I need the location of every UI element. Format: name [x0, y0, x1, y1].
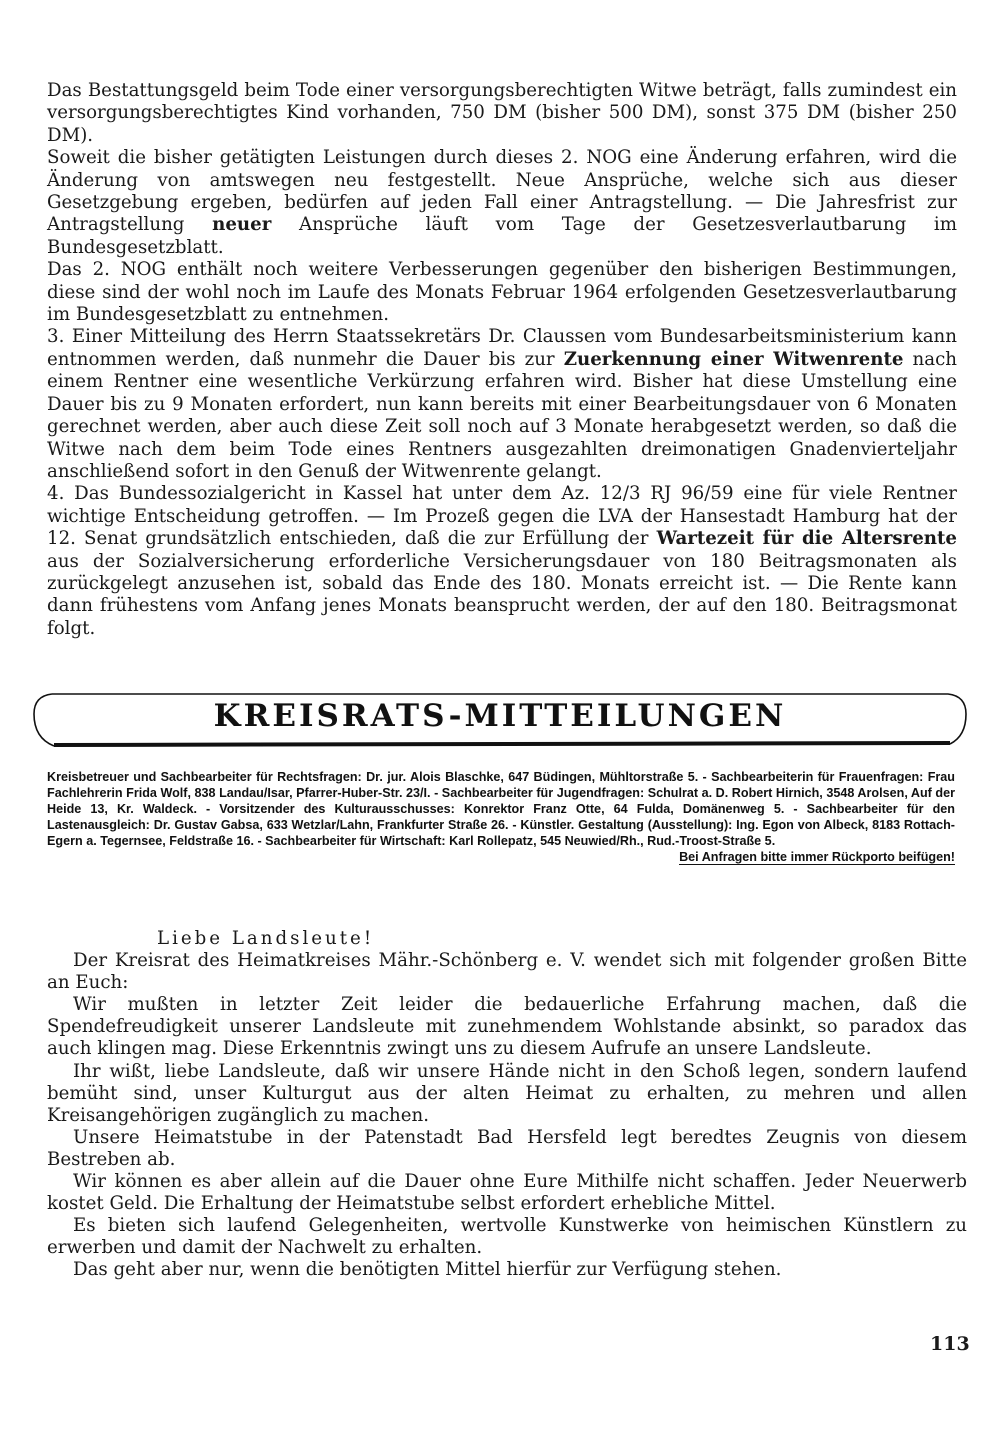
- page-number: 113: [930, 1333, 970, 1355]
- contact-list: [47, 770, 955, 865]
- section-banner: [30, 690, 970, 752]
- paragraph: Wir können es aber allein auf die Dauer ohne Eure Mithilfe nicht schaffen. Jeder Neuerwerb kostet Geld. Die Erhaltung der Heimatstube selbst erfordert erhebliche Mittel.: [47, 1171, 967, 1215]
- paragraph: Der Kreisrat des Heimatkreises Mähr.-Schönberg e. V. wendet sich mit folgender großen Bitte an Euch:: [47, 950, 967, 994]
- paragraph: 3. Einer Mitteilung des Herrn Staatssekretärs Dr. Claussen vom Bundesarbeitsministerium kann entnommen werden, daß nunmehr die Dauer bis zur Zuerkennung einer Witwenrente nach einem Rentner eine wesentliche Verkürzung erfahren wird. Bisher hat diese Umstellung eine Dauer bis zu 9 Monaten erfordert, nun kann bereits mit einer Bearbeitungsdauer von 6 Monaten gerechnet werden, aber auch diese Zeit soll noch auf 3 Monate herabgesetzt werden, so daß die Witwe nach dem beim Tode eines Rentners ausgezahlten dreimonatigen Gnadenvierteljahr anschließend sofort in den Genuß der Witwenrente gelangt.: [47, 326, 957, 482]
- paragraph: Das geht aber nur, wenn die benötigten Mittel hierfür zur Verfügung stehen.: [73, 1259, 782, 1281]
- paragraph: Wir mußten in letzter Zeit leider die bedauerliche Erfahrung machen, daß die Spendefreudigkeit unserer Landsleute mit zunehmendem Wohlstande absinkt, so paradox das auch klingen mag. Diese Erkenntnis zwingt uns zu diesem Aufrufe an unsere Landsleute.: [47, 994, 967, 1060]
- paragraph: Das Bestattungsgeld beim Tode einer versorgungsberechtigten Witwe beträgt, falls zumindest ein versorgungsberechtigtes Kind vorhanden, 750 DM (bisher 500 DM), sonst 375 DM (bisher 250 DM).: [47, 80, 957, 146]
- paragraph: Es bieten sich laufend Gelegenheiten, wertvolle Kunstwerke von heimischen Künstlern zu erwerben und damit der Nachwelt zu erhalten.: [47, 1215, 967, 1259]
- article-continuation: [47, 80, 957, 640]
- letter-to-landsleute: [47, 928, 967, 1282]
- paragraph: Das 2. NOG enthält noch weitere Verbesserungen gegenüber den bisherigen Bestimmungen, diese sind der wohl noch im Laufe des Monats Februar 1964 erfolgenden Gesetzesverlautbarung im Bundesgesetzblatt zu entnehmen.: [47, 259, 957, 326]
- paragraph: 4. Das Bundessozialgericht in Kassel hat unter dem Az. 12/3 RJ 96/59 eine für viele Rentner wichtige Entscheidung getroffen. — Im Prozeß gegen die LVA der Hansestadt Hamburg hat der 12. Senat grundsätzlich entschieden, daß die zur Erfüllung der Wartezeit für die Altersrente aus der Sozialversicherung erforderliche Versicherungsdauer von 180 Beitragsmonaten als zurückgelegt anzusehen ist, sobald das Ende des 180. Monats erreicht ist. — Die Rente kann dann frühestens vom Anfang jenes Monats beansprucht werden, der auf den 180. Beitragsmonat folgt.: [47, 483, 957, 639]
- greeting: Liebe Landsleute!: [157, 928, 375, 949]
- paragraph: Soweit die bisher getätigten Leistungen durch dieses 2. NOG eine Änderung erfahren, wird die Änderung von amtswegen neu festgestellt. Neue Ansprüche, welche sich aus dieser Gesetzgebung ergeben, bedürfen auf jeden Fall einer Antragstellung. — Die Jahresfrist zur Antragstellung neuer Ansprüche läuft vom Tage der Gesetzesverlautbarung im Bundesgesetzblatt.: [47, 147, 957, 258]
- paragraph: Ihr wißt, liebe Landsleute, daß wir unsere Hände nicht in den Schoß legen, sondern laufend bemüht sind, unser Kulturgut aus der alten Heimat zu erhalten, zu mehren und allen Kreisangehörigen zugänglich zu machen.: [47, 1060, 967, 1126]
- postage-note: Bei Anfragen bitte immer Rückporto beifügen!: [679, 849, 955, 864]
- banner-title: KREISRATS-MITTEILUNGEN: [213, 698, 787, 734]
- paragraph: Unsere Heimatstube in der Patenstadt Bad Hersfeld legt beredtes Zeugnis von diesem Bestreben ab.: [47, 1126, 967, 1170]
- contact-text: Kreisbetreuer und Sachbearbeiter für Rechtsfragen: Dr. jur. Alois Blaschke, 647 Büdingen, Mühltorstraße 5. - Sachbearbeiterin für Frauenfragen: Frau Fachlehrerin Frida Wolf, 838 Landau/Isar, Pfarrer-Huber-Str. 23/I. - Sachbearbeiter für Jugendfragen: Schulrat a. D. Robert Hirnich, 3548 Arolsen, Auf der Heide 13, Kr. Waldeck. - Vorsitzender des Kulturausschusses: Konrektor Franz Otte, 64 Fulda, Domänenweg 5. - Sachbearbeiter für den Lastenausgleich: Dr. Gustav Gabsa, 633 Wetzlar/Lahn, Frankfurter Straße 26. - Künstler. Gestaltung (Ausstellung): Ing. Egon von Albeck, 8183 Rottach-Egern a. Tegernsee, Feldstraße 16. - Sachbearbeiter für Wirtschaft: Karl Rollepatz, 545 Neuwied/Rh., Rud.-Troost-Straße 5.: [47, 770, 956, 848]
